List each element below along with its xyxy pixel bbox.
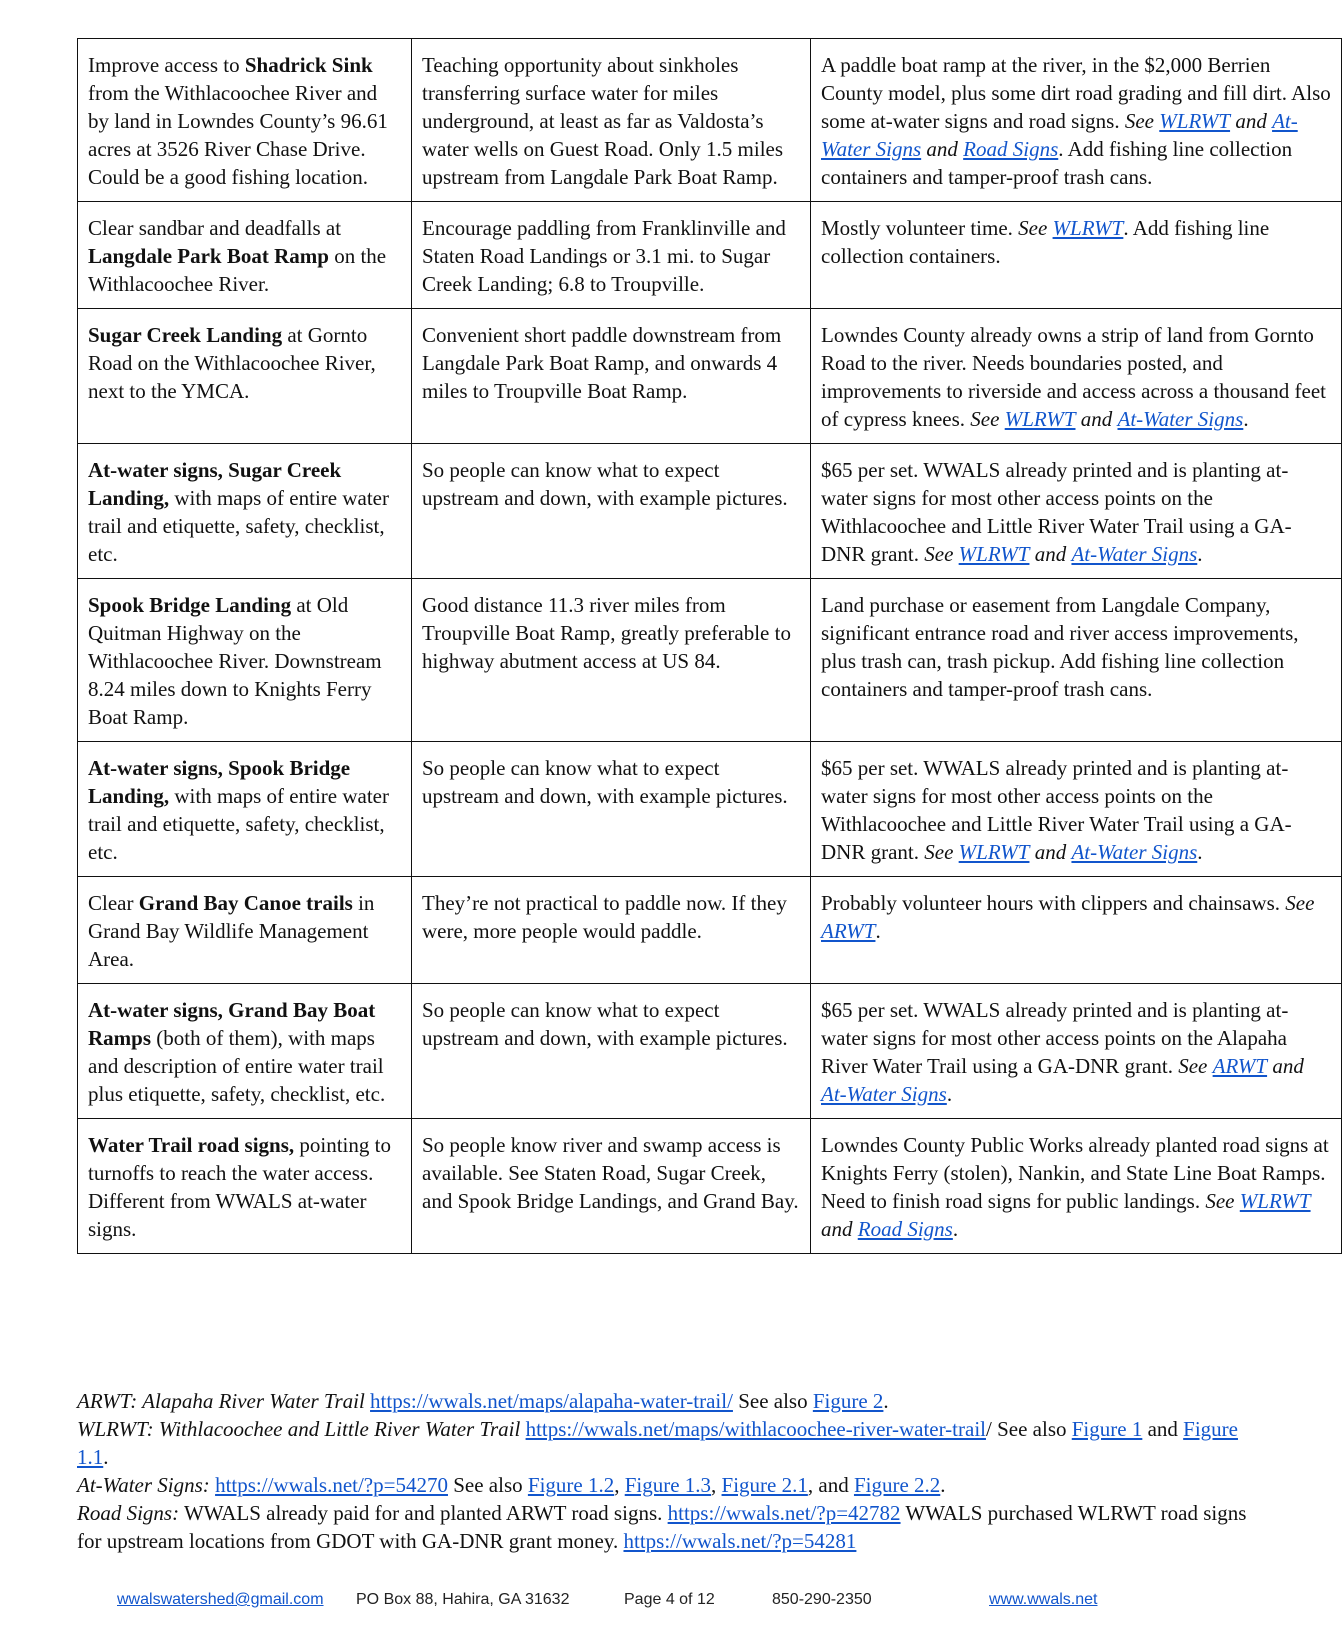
benefit-cell [412,579,811,742]
cost-text-tail: . [1197,840,1203,864]
project-text: from the Withlacoochee River and by land in Lowndes County’s 96.61 acres at 3526 River Chase Drive. Could be a good fishing location. [88,81,388,189]
table-row [78,877,1342,984]
cost-text: Mostly volunteer time. [821,216,1019,240]
project-name: Water Trail road signs, [88,1133,295,1157]
cost-text-tail: . [1243,407,1249,431]
figure-2-2-link[interactable]: Figure 2.2 [853,1473,941,1497]
reference-link[interactable]: WLRWT [958,840,1030,864]
recommendations-table [77,38,1342,1254]
project-name: At-water signs, Grand Bay Boat Ramps [88,998,376,1050]
note-wlrwt [77,1415,1267,1471]
reference-link[interactable]: Road Signs [963,137,1059,161]
project-text: at Gornto Road on the Withlacoochee River, next to the YMCA. [88,323,376,403]
reference-link[interactable]: ARWT [821,919,876,943]
reference-link[interactable]: WLRWT [1052,216,1124,240]
cost-text-tail: . [952,1217,959,1241]
note-road-url1-link[interactable]: https://wwals.net/?p=42782 [667,1501,901,1525]
table-row [78,742,1342,877]
note-atwater-comma1: , [614,1473,625,1497]
figure-1-3-link[interactable]: Figure 1.3 [624,1473,712,1497]
note-arwt-end: . [883,1389,889,1413]
cost-text: Land purchase or easement from Langdale Company, significant entrance road and river access improvements, plus trash can, trash pickup. Add fishing line collection containers and tamper-proof trash cans. [821,593,1299,701]
reference-link[interactable]: WLRWT [1159,109,1231,133]
note-road-text1: WWALS already paid for and planted ARWT road signs. [179,1501,668,1525]
cost-text: $65 per set. WWALS already printed and is planting at-water signs for most other access points on the Withlacoochee and Little River Water Trail using a GA-DNR grant. [821,458,1292,566]
reference-link[interactable]: At-Water Signs [821,1082,947,1106]
cost-text: $65 per set. WWALS already printed and is planting at-water signs for most other access points on the Alapaha River Water Trail using a GA-DNR grant. [821,998,1289,1078]
footer-phone: 850-290-2350 [772,1591,872,1608]
and-label: and [1272,1054,1304,1078]
note-road-url2-link[interactable]: https://wwals.net/?p=54281 [623,1529,857,1553]
project-text: in Grand Bay Wildlife Management Area. [88,891,375,971]
benefit-text: Convenient short paddle downstream from Langdale Park Boat Ramp, and onwards 4 miles to Troupville Boat Ramp. [422,323,782,403]
benefit-cell [412,877,811,984]
project-name: At-water signs, Sugar Creek Landing, [88,458,342,510]
table-row [78,309,1342,444]
note-wlrwt-url-link[interactable]: https://wwals.net/maps/withlacoochee-river-water-trail [525,1417,986,1441]
cost-text: Lowndes County Public Works already planted road signs at Knights Ferry (stolen), Nankin, and State Line Boat Ramps. Need to finish road signs for public landings. [821,1133,1329,1213]
project-name: At-water signs, Spook Bridge Landing, [88,756,351,808]
reference-link[interactable]: At-Water Signs [821,109,1298,161]
note-road [77,1499,1267,1555]
cost-text: A paddle boat ramp at the river, in the $2,000 Berrien County model, plus some dirt road grading and fill dirt. Also some at-water signs and road signs. [821,53,1331,133]
benefit-text: Teaching opportunity about sinkholes transferring surface water for miles underground, at least as far as Valdosta’s water wells on Guest Road. Only 1.5 miles upstream from Langdale Park Boat Ramp. [422,53,784,189]
cost-cell [811,309,1342,444]
note-atwater-end: . [940,1473,946,1497]
benefit-cell [412,444,811,579]
reference-link[interactable]: WLRWT [958,542,1030,566]
project-name: Sugar Creek Landing [88,323,283,347]
and-label: and [821,1217,853,1241]
cost-cell [811,444,1342,579]
benefit-text: So people can know what to expect upstream and down, with example pictures. [422,458,788,510]
cost-cell [811,984,1342,1119]
project-cell [78,39,412,202]
project-text: Improve access to [88,53,245,77]
and-label: and [926,137,958,161]
project-name: Shadrick Sink [244,53,373,77]
project-text: (both of them), with maps and description of entire water trail plus etiquette, safety, checklist, etc. [88,1026,386,1106]
cost-cell [811,39,1342,202]
cost-cell [811,742,1342,877]
project-cell [78,742,412,877]
see-label: See [970,407,1000,431]
note-atwater-comma2: , [711,1473,722,1497]
benefit-cell [412,742,811,877]
cost-text: Probably volunteer hours with clippers and chainsaws. [821,891,1286,915]
cost-text-tail: . [946,1082,953,1106]
project-text: pointing to turnoffs to reach the water access. Different from WWALS at-water signs. [88,1133,391,1241]
benefit-text: Encourage paddling from Franklinville and Staten Road Landings or 3.1 mi. to Sugar Creek Landing; 6.8 to Troupville. [422,216,786,296]
cost-cell [811,202,1342,309]
project-cell [78,309,412,444]
cost-text: $65 per set. WWALS already printed and is planting at-water signs for most other access points on the Withlacoochee and Little River Water Trail using a GA-DNR grant. [821,756,1292,864]
see-label: See [1285,891,1315,915]
figure-1-1-link[interactable]: Figure 1.1 [77,1417,1238,1469]
cost-text-tail: . [1197,542,1203,566]
figure-2-link[interactable]: Figure 2 [812,1389,884,1413]
project-text: on the Withlacoochee River. [88,244,387,296]
see-label: See [1124,109,1155,133]
see-label: See [924,840,954,864]
project-name: Grand Bay Canoe trails [138,891,353,915]
reference-link[interactable]: At-Water Signs [1071,542,1198,566]
table-row [78,579,1342,742]
note-arwt-see-also: See also [732,1389,813,1413]
and-label: and [1034,840,1067,864]
reference-link[interactable]: At-Water Signs [1117,407,1244,431]
project-text: Clear sandbar and deadfalls at [88,216,342,240]
note-wlrwt-end: . [103,1445,109,1469]
figure-1-2-link[interactable]: Figure 1.2 [527,1473,615,1497]
footer-page-number: Page 4 of 12 [624,1591,715,1608]
cost-text-tail: . [875,919,881,943]
cost-cell [811,877,1342,984]
table-row [78,39,1342,202]
project-text: with maps of entire water trail and etiquette, safety, checklist, etc. [88,486,389,566]
reference-link[interactable]: WLRWT [1239,1189,1311,1213]
and-label: and [1235,109,1267,133]
abbreviation-notes [77,1387,1267,1555]
note-wlrwt-term: WLRWT: Withlacoochee and Little River Water Trail [77,1417,521,1441]
benefit-text: So people know river and swamp access is available. See Staten Road, Sugar Creek, and Spook Bridge Landings, and Grand Bay. [422,1133,799,1213]
see-label: See [924,542,954,566]
note-arwt [77,1387,1267,1415]
cost-cell [811,579,1342,742]
note-arwt-url-link[interactable]: https://wwals.net/maps/alapaha-water-trail/ [370,1389,733,1413]
and-label: and [1034,542,1067,566]
project-text: with maps of entire water trail and etiquette, safety, checklist, etc. [88,784,389,864]
reference-link[interactable]: At-Water Signs [1071,840,1198,864]
figure-2-1-link[interactable]: Figure 2.1 [721,1473,808,1497]
note-atwater-and: , and [807,1473,854,1497]
note-wlrwt-url-tail: / [986,1417,992,1441]
and-label: and [1080,407,1113,431]
note-atwater-url-link[interactable]: https://wwals.net/?p=54270 [215,1473,448,1497]
cost-cell [811,1119,1342,1254]
table-row [78,1119,1342,1254]
cost-text-tail: . Add fishing line collection containers and tamper-proof trash cans. [821,137,1293,189]
table-row [78,202,1342,309]
benefit-cell [412,202,811,309]
project-text: at Old Quitman Highway on the Withlacoochee River. Downstream 8.24 miles down to Knights Ferry Boat Ramp. [88,593,382,729]
project-cell [78,984,412,1119]
see-label: See [1018,216,1048,240]
project-name: Spook Bridge Landing [88,593,292,617]
footer-email-link[interactable]: wwalswatershed@gmail.com [117,1591,324,1608]
page-footer [0,1591,1275,1611]
reference-link[interactable]: ARWT [1212,1054,1268,1078]
note-road-term: Road Signs: [77,1501,180,1525]
note-atwater [77,1471,1267,1499]
note-atwater-term: At-Water Signs: [77,1473,210,1497]
project-cell [78,877,412,984]
see-label: See [1205,1189,1235,1213]
project-name: Langdale Park Boat Ramp [88,244,329,268]
note-atwater-see-also: See also [447,1473,528,1497]
benefit-cell [412,309,811,444]
footer-website-link[interactable]: www.wwals.net [989,1591,1098,1608]
benefit-cell [412,1119,811,1254]
project-cell [78,579,412,742]
project-cell [78,444,412,579]
table-body [78,39,1342,1254]
reference-link[interactable]: WLRWT [1004,407,1076,431]
benefit-text: Good distance 11.3 river miles from Troupville Boat Ramp, greatly preferable to highway abutment access at US 84. [422,593,791,673]
table-row [78,444,1342,579]
cost-text: Lowndes County already owns a strip of land from Gornto Road to the river. Needs boundaries posted, and improvements to riverside and access across a thousand feet of cypress knees. [821,323,1326,431]
see-label: See [1178,1054,1208,1078]
note-wlrwt-see-also: See also [991,1417,1072,1441]
reference-link[interactable]: Road Signs [857,1217,953,1241]
footer-address: PO Box 88, Hahira, GA 31632 [356,1591,570,1608]
benefit-text: So people can know what to expect upstream and down, with example pictures. [422,998,788,1050]
benefit-cell [412,984,811,1119]
cost-text-tail: . Add fishing line collection containers. [821,216,1270,268]
note-wlrwt-and: and [1142,1417,1184,1441]
figure-1-link[interactable]: Figure 1 [1071,1417,1143,1441]
project-cell [78,202,412,309]
note-arwt-term: ARWT: Alapaha River Water Trail [77,1389,365,1413]
benefit-text: So people can know what to expect upstream and down, with example pictures. [422,756,788,808]
benefit-text: They’re not practical to paddle now. If they were, more people would paddle. [422,891,787,943]
benefit-cell [412,39,811,202]
project-cell [78,1119,412,1254]
table-row [78,984,1342,1119]
project-text: Clear [88,891,139,915]
note-road-text2: WWALS purchased WLRWT road signs for upstream locations from GDOT with GA-DNR grant money. [77,1501,1247,1553]
